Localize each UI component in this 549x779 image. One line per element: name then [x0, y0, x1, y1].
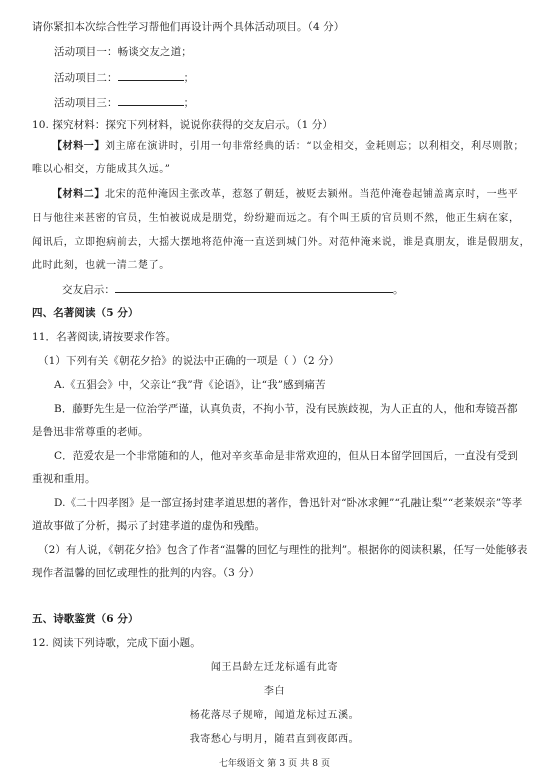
material-2-line-3: 闻讯后，立即抱病前去，大摇大摆地将范仲淹一直送到城门外。对范仲淹来说，谁是真朋友，谁是假朋友，	[32, 237, 531, 248]
option-a: A.《五猖会》中，父亲让“我”背《论语》，让“我”感到痛苦	[54, 379, 326, 391]
activity-2-blank[interactable]	[118, 70, 184, 81]
question-11-sub-2-line-1: （2）有人说，《朝花夕拾》包含了作者“温馨的回忆与理性的批判”。根据你的阅读积累，任写一处能够表	[38, 544, 528, 556]
question-10-stem: 10. 探究材料：探究下列材料，说说你获得的交友启示。（1 分）	[32, 119, 334, 131]
friendship-hint-label: 交友启示：	[62, 284, 115, 296]
activity-2	[54, 70, 194, 85]
activity-3-label: 活动项目三：	[54, 97, 118, 109]
activity-3-end: ；	[183, 97, 195, 109]
material-2-text: 北宋的范仲淹因主张改革，惹怒了朝廷，被贬去颍州。当范仲淹卷起铺盖离京时，一些平	[105, 189, 519, 200]
activity-2-label: 活动项目二：	[54, 72, 118, 84]
option-c-line-1: C．范爱农是一个非常随和的人，他对辛亥革命是非常欢迎的，但从日本留学回国后，一直没有受到	[54, 450, 518, 462]
activity-2-end: ；	[183, 72, 195, 84]
question-11-sub-1: （1）下列有关《朝花夕拾》的说法中正确的一项是（ ）（2 分）	[38, 355, 340, 367]
option-d-line-2: 道故事做了分析，揭示了封建孝道的虚伪和残酷。	[32, 520, 266, 532]
poem-line-1: 杨花落尽子规啼，闻道龙标过五溪。	[189, 710, 360, 721]
friendship-hint	[62, 282, 404, 297]
material-1-line-1	[52, 140, 524, 154]
material-1-tag: 【材料一】	[52, 141, 105, 152]
activity-1: 活动项目一：畅谈交友之道；	[54, 46, 192, 58]
question-11-stem: 11．名著阅读,请按要求作答。	[32, 331, 177, 343]
option-b-line-1: B．藤野先生是一位治学严谨，认真负责，不拘小节，没有民族歧视，为人正直的人，他和寿镜吾都	[54, 403, 518, 415]
intro-line: 请你紧扣本次综合性学习帮他们再设计两个具体活动项目。（4 分）	[32, 21, 345, 33]
poem-author: 李白	[263, 686, 286, 697]
option-c-line-2: 重视和重用。	[32, 473, 96, 485]
activity-3-blank[interactable]	[118, 95, 184, 106]
material-1-text: 刘主席在演讲时，引用一句非常经典的话：“以金相交，金耗则忘；以利相交，利尽则散；	[105, 141, 525, 152]
poem-title: 闻王昌龄左迁龙标遥有此寄	[210, 662, 339, 673]
option-b-line-2: 是鲁迅非常尊重的老师。	[32, 426, 149, 438]
poem-line-2: 我寄愁心与明月，随君直到夜郎西。	[189, 734, 360, 745]
option-d-line-1: D.《二十四孝图》是一部宣扬封建孝道思想的著作，鲁迅针对“卧冰求鲤”“孔融让梨”“老莱娱亲”等孝	[54, 497, 523, 509]
material-2-tag: 【材料二】	[52, 189, 105, 200]
page-footer: 七年级语文 第 3 页 共 8 页	[218, 759, 331, 769]
activity-3	[54, 95, 194, 110]
section-4-title: 四、名著阅读（5 分）	[32, 307, 139, 319]
question-12-stem: 12. 阅读下列诗歌，完成下面小题。	[32, 637, 201, 649]
friendship-hint-blank[interactable]	[115, 282, 393, 293]
section-5-title: 五、诗歌鉴赏（6 分）	[32, 613, 139, 625]
question-11-sub-2-line-2: 现作者温馨的回忆或理性的批判的内容。（3 分）	[32, 567, 260, 579]
material-1-line-2: 唯以心相交，方能成其久远。”	[32, 164, 171, 175]
friendship-hint-end: 。	[393, 284, 404, 296]
material-2-line-4: 此时此刻，也就一清二楚了。	[32, 260, 170, 271]
material-2-line-1	[52, 188, 518, 202]
material-2-line-2: 日与他往来甚密的官员，生怕被说成是朋党，纷纷避而远之。有个叫王质的官员则不然，他正生病在家，	[32, 213, 520, 224]
